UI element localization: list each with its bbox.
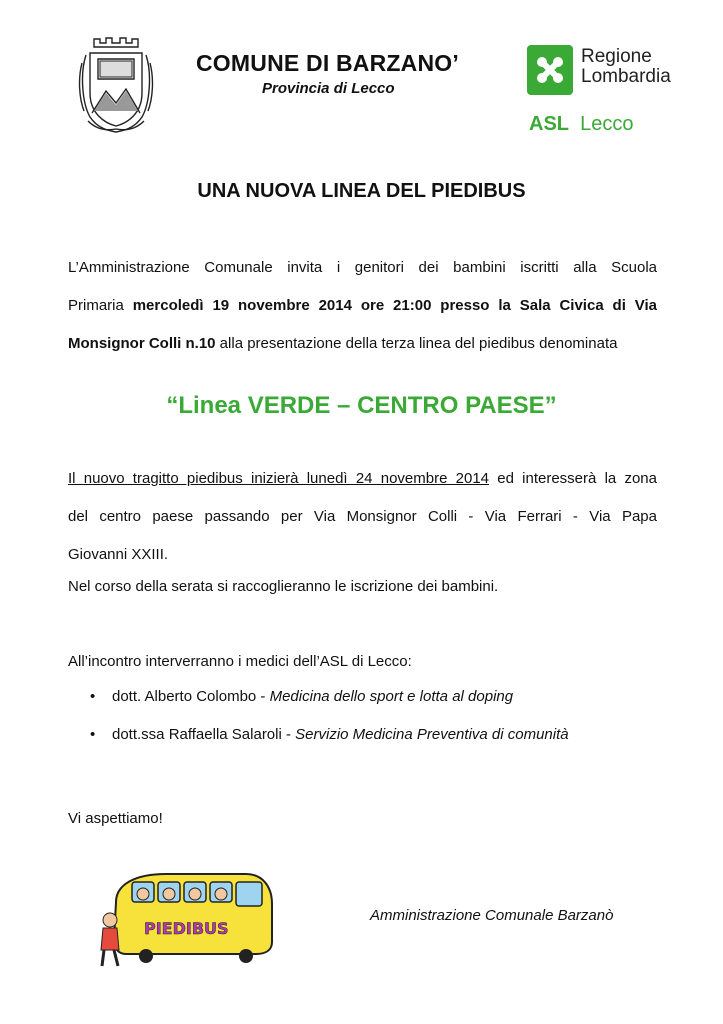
bullet-icon: • bbox=[90, 688, 96, 705]
bus-label: PIEDIBUS bbox=[144, 919, 229, 938]
doctors-intro: All’incontro interverranno i medici dell’ASL di Lecco: bbox=[68, 653, 412, 670]
doctor-list-item bbox=[90, 726, 569, 743]
asl-acronym: ASL bbox=[529, 113, 569, 135]
intro-line-3 bbox=[68, 325, 657, 363]
municipality-name: COMUNE DI BARZANO’ bbox=[196, 50, 459, 76]
route-line-2: del centro paese passando per Via Monsignor Colli - Via Ferrari - Via Papa bbox=[68, 508, 657, 525]
piedibus-illustration bbox=[96, 862, 276, 970]
doctor-name: dott. Alberto Colombo - bbox=[112, 688, 270, 705]
start-date-underlined: Il nuovo tragitto piedibus inizierà lunedì 24 novembre 2014 bbox=[68, 470, 490, 487]
regione-lombardia-logo-icon bbox=[527, 45, 573, 95]
signature: Amministrazione Comunale Barzanò bbox=[370, 907, 614, 924]
bullet-icon: • bbox=[90, 726, 96, 743]
asl-lecco-label bbox=[529, 113, 634, 136]
doctor-list-item bbox=[90, 688, 513, 705]
event-date-bold: mercoledì 19 novembre 2014 ore 21:00 presso la Sala Civica di Via bbox=[132, 297, 657, 314]
document-title: UNA NUOVA LINEA DEL PIEDIBUS bbox=[197, 180, 526, 202]
route-line-1 bbox=[68, 460, 657, 498]
regione-lombardia-text bbox=[581, 47, 671, 87]
asl-city: Lecco bbox=[580, 113, 634, 135]
doctor-name: dott.ssa Raffaella Salaroli - bbox=[112, 726, 296, 743]
venue-address-bold: Monsignor Colli n.10 bbox=[68, 335, 216, 352]
lombardia-label: Lombardia bbox=[581, 66, 671, 87]
intro-paragraph bbox=[68, 249, 657, 363]
registration-note: Nel corso della serata si raccoglieranno le iscrizione dei bambini. bbox=[68, 578, 499, 595]
doctor-topic: Servizio Medicina Preventiva di comunità bbox=[295, 726, 569, 743]
coat-of-arms-emblem bbox=[76, 33, 156, 133]
route-paragraph bbox=[68, 460, 657, 574]
intro-text-end: alla presentazione della terza linea del piedibus denominata bbox=[215, 335, 618, 352]
route-text: ed interesserà la zona bbox=[489, 470, 657, 487]
line-name-heading: “Linea VERDE – CENTRO PAESE” bbox=[166, 392, 557, 419]
province-name: Provincia di Lecco bbox=[262, 80, 395, 97]
doctor-topic: Medicina dello sport e lotta al doping bbox=[269, 688, 514, 705]
intro-line-1: L’Amministrazione Comunale invita i genitori dei bambini iscritti alla Scuola bbox=[68, 259, 657, 276]
closing-greeting: Vi aspettiamo! bbox=[68, 810, 163, 827]
regione-label: Regione bbox=[581, 46, 652, 67]
intro-text: Primaria bbox=[68, 297, 133, 314]
route-line-3: Giovanni XXIII. bbox=[68, 546, 169, 563]
intro-line-2 bbox=[68, 287, 657, 325]
